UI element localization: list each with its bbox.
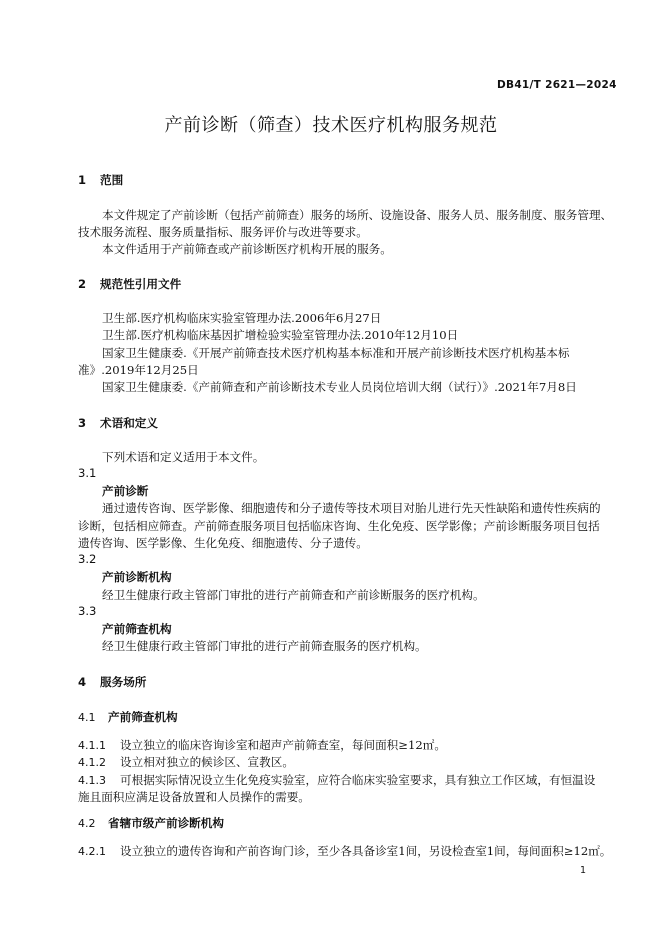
section-3-heading bbox=[78, 415, 158, 431]
definition-line: 诊断，包括相应筛查。产前筛查服务项目包括临床咨询、生化免疫、医学影像；产前诊断服务项目包括 bbox=[78, 519, 600, 533]
paragraph-line: 下列术语和定义适用于本文件。 bbox=[102, 450, 265, 464]
reference-item: 国家卫生健康委.《产前筛查和产前诊断技术专业人员岗位培训大纲（试行）》.2021年7月8日 bbox=[102, 380, 577, 394]
reference-item: 国家卫生健康委.《开展产前筛查技术医疗机构基本标准和开展产前诊断技术医疗机构基本标 bbox=[102, 346, 570, 360]
clause-item bbox=[78, 737, 446, 753]
term-name: 产前诊断机构 bbox=[102, 570, 172, 584]
section-number: 3 bbox=[78, 416, 87, 430]
clause-number: 4.1.3 bbox=[78, 774, 106, 787]
clause-number: 4.2.1 bbox=[78, 845, 106, 858]
subsection-number: 4.2 bbox=[78, 817, 96, 830]
section-title: 服务场所 bbox=[100, 675, 147, 689]
definition-line: 遗传咨询、医学影像、生化免疫、细胞遗传、分子遗传。 bbox=[78, 536, 368, 550]
definition-line: 经卫生健康行政主管部门审批的进行产前筛查服务的医疗机构。 bbox=[102, 639, 427, 653]
clause-text: 设立独立的临床咨询诊室和超声产前筛查室，每间面积≥12㎡。 bbox=[120, 738, 446, 752]
definition-line: 经卫生健康行政主管部门审批的进行产前筛查和产前诊断服务的医疗机构。 bbox=[102, 588, 485, 602]
clause-text: 可根据实际情况设立生化免疫实验室，应符合临床实验室要求，具有独立工作区域，有恒温设 bbox=[120, 773, 596, 787]
subsection-number: 4.1 bbox=[78, 711, 96, 724]
clause-item bbox=[78, 772, 595, 788]
paragraph-line: 技术服务流程、服务质量指标、服务评价与改进等要求。 bbox=[78, 225, 368, 239]
clause-number: 4.1.2 bbox=[78, 756, 106, 769]
page-number: 1 bbox=[580, 865, 587, 876]
section-2-heading bbox=[78, 276, 181, 292]
subsection-title: 产前筛查机构 bbox=[108, 710, 178, 724]
clause-text-continued: 施且面积应满足设备放置和人员操作的需要。 bbox=[78, 790, 310, 804]
term-name: 产前筛查机构 bbox=[102, 622, 172, 636]
term-number: 3.3 bbox=[78, 604, 97, 618]
clause-text: 设立相对独立的候诊区、宣教区。 bbox=[120, 755, 294, 769]
clause-number: 4.1.1 bbox=[78, 739, 106, 752]
definition-line: 通过遗传咨询、医学影像、细胞遗传和分子遗传等技术项目对胎儿进行先天性缺陷和遗传性疾病的 bbox=[102, 501, 601, 515]
clause-item bbox=[78, 843, 611, 859]
section-1-heading bbox=[78, 172, 123, 188]
subsection-4-1-heading bbox=[78, 709, 178, 725]
reference-item: 卫生部.医疗机构临床基因扩增检验实验室管理办法.2010年12月10日 bbox=[102, 328, 459, 342]
paragraph-line: 本文件规定了产前诊断（包括产前筛查）服务的场所、设施设备、服务人员、服务制度、服务管理、 bbox=[102, 208, 613, 222]
section-number: 1 bbox=[78, 173, 87, 187]
clause-text: 设立独立的遗传咨询和产前咨询门诊，至少各具备诊室1间，另设检查室1间，每间面积≥12㎡。 bbox=[120, 844, 612, 858]
paragraph-line: 本文件适用于产前筛查或产前诊断医疗机构开展的服务。 bbox=[102, 242, 392, 256]
section-number: 4 bbox=[78, 675, 87, 689]
section-title: 范围 bbox=[100, 173, 124, 187]
section-number: 2 bbox=[78, 277, 87, 291]
section-title: 规范性引用文件 bbox=[100, 277, 182, 291]
section-4-heading bbox=[78, 674, 146, 690]
subsection-title: 省辖市级产前诊断机构 bbox=[108, 816, 224, 830]
reference-item-continued: 准》.2019年12月25日 bbox=[78, 363, 199, 377]
subsection-4-2-heading bbox=[78, 815, 224, 831]
clause-item bbox=[78, 754, 294, 770]
term-number: 3.1 bbox=[78, 466, 97, 480]
reference-item: 卫生部.医疗机构临床实验室管理办法.2006年6月27日 bbox=[102, 311, 382, 325]
term-name: 产前诊断 bbox=[102, 484, 149, 498]
term-number: 3.2 bbox=[78, 552, 97, 566]
document-code: DB41/T 2621—2024 bbox=[497, 79, 617, 91]
section-title: 术语和定义 bbox=[100, 416, 158, 430]
document-title: 产前诊断（筛查）技术医疗机构服务规范 bbox=[164, 115, 498, 136]
